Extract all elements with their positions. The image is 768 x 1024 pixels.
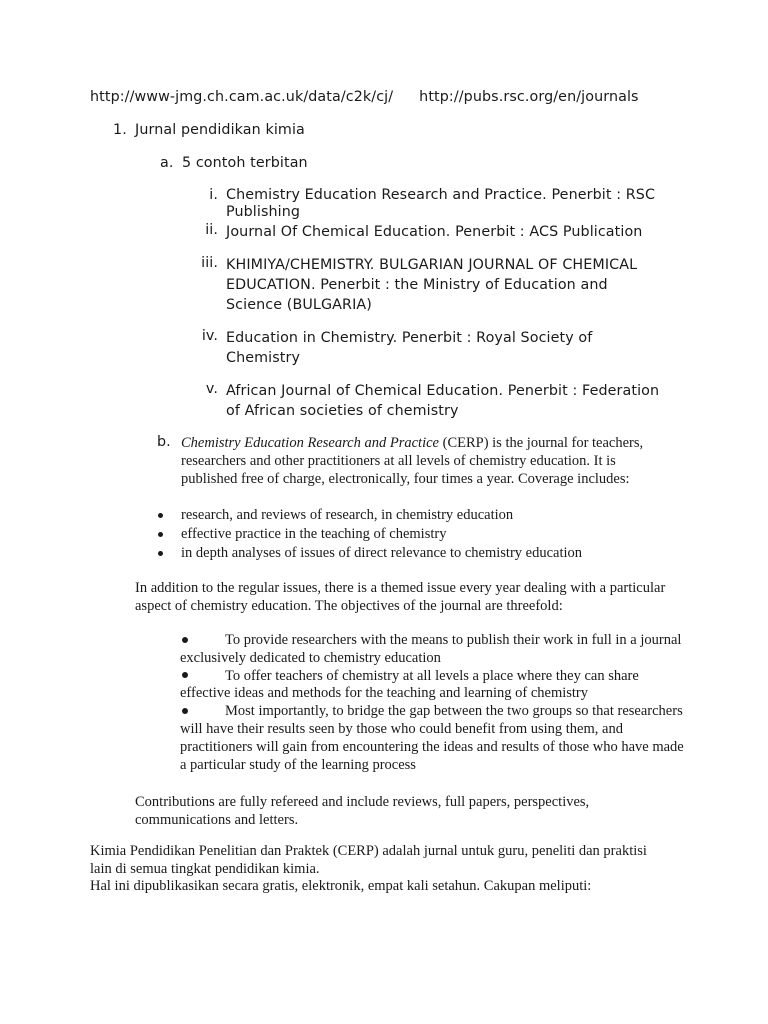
list-item: in depth analyses of issues of direct relevance to chemistry education	[157, 544, 582, 563]
publication-numeral: iii.	[201, 255, 218, 271]
translation-paragraph	[90, 843, 690, 896]
publication-numeral: ii.	[205, 222, 218, 238]
contributions-paragraph: Contributions are fully refereed and include reviews, full papers, perspectives, communications and letters.	[135, 794, 590, 828]
bullet-icon	[182, 672, 188, 678]
publication-text: KHIMIYA/CHEMISTRY. BULGARIAN JOURNAL OF CHEMICAL EDUCATION. Penerbit : the Ministry of Education and Science (BULGARIA)	[226, 257, 638, 313]
publication-numeral: i.	[209, 187, 218, 203]
publication-item	[190, 328, 660, 368]
journal-urls	[90, 89, 639, 105]
list-item: research, and reviews of research, in chemistry education	[157, 506, 582, 525]
section-number: 1.	[113, 122, 127, 138]
publication-text: Journal Of Chemical Education. Penerbit : ACS Publication	[226, 224, 643, 240]
translation-line-2: Hal ini dipublikasikan secara gratis, elektronik, empat kali setahun. Cakupan meliputi:	[90, 878, 592, 894]
publication-item	[190, 381, 660, 421]
url-cam[interactable]: http://www-jmg.ch.cam.ac.uk/data/c2k/cj/	[90, 89, 394, 105]
bullet-icon	[158, 513, 163, 518]
section-heading	[113, 122, 305, 138]
publication-numeral: v.	[205, 381, 218, 397]
publication-item	[190, 255, 660, 315]
bullet-icon	[158, 532, 163, 537]
list-item: To provide researchers with the means to publish their work in full in a journal exclusively dedicated to chemistry education	[180, 632, 682, 666]
list-item: effective practice in the teaching of chemistry	[157, 525, 582, 544]
subsection-a-label: a.	[160, 155, 174, 171]
publication-text: African Journal of Chemical Education. Penerbit : Federation of African societies of chemistry	[226, 383, 660, 419]
publication-text: Education in Chemistry. Penerbit : Royal Society of Chemistry	[226, 330, 593, 366]
cerp-description	[181, 434, 661, 488]
section-title: Jurnal pendidikan kimia	[135, 122, 305, 138]
subsection-a-title: 5 contoh terbitan	[182, 155, 308, 171]
publication-numeral: iv.	[201, 328, 218, 344]
subsection-b-label: b.	[157, 434, 171, 450]
themed-issue-paragraph: In addition to the regular issues, there is a themed issue every year dealing with a particular aspect of chemistry education. The objectives of the journal are threefold:	[135, 580, 666, 614]
bullet-icon	[182, 637, 188, 643]
publication-item	[190, 187, 660, 221]
list-item: To offer teachers of chemistry at all levels a place where they can share effective ideas and methods for the teaching and learning of chemistry	[180, 667, 639, 702]
list-item: Most importantly, to bridge the gap between the two groups so that researchers will have their results seen by those who could benefit from using them, and practitioners will gain from encountering the ideas and results of those who have made a particular study of the learning process	[180, 703, 684, 773]
cerp-description-text: (CERP) is the journal for teachers, researchers and other practitioners at all levels of chemistry education. It is published free of charge, electronically, four times a year. Coverage includes:	[181, 435, 644, 487]
objectives-list	[180, 632, 685, 774]
subsection-a-heading	[160, 155, 308, 171]
cerp-journal-name: Chemistry Education Research and Practice	[181, 435, 439, 451]
bullet-icon	[182, 708, 188, 714]
bullet-icon	[158, 551, 163, 556]
publication-text: Chemistry Education Research and Practice. Penerbit : RSC Publishing	[226, 187, 656, 220]
translation-line-1: Kimia Pendidikan Penelitian dan Praktek (CERP) adalah jurnal untuk guru, peneliti dan praktisi lain di semua tingkat pendidikan kimia.	[90, 843, 647, 877]
coverage-list	[157, 506, 582, 563]
publication-item	[190, 222, 660, 242]
url-rsc[interactable]: http://pubs.rsc.org/en/journals	[419, 89, 639, 105]
